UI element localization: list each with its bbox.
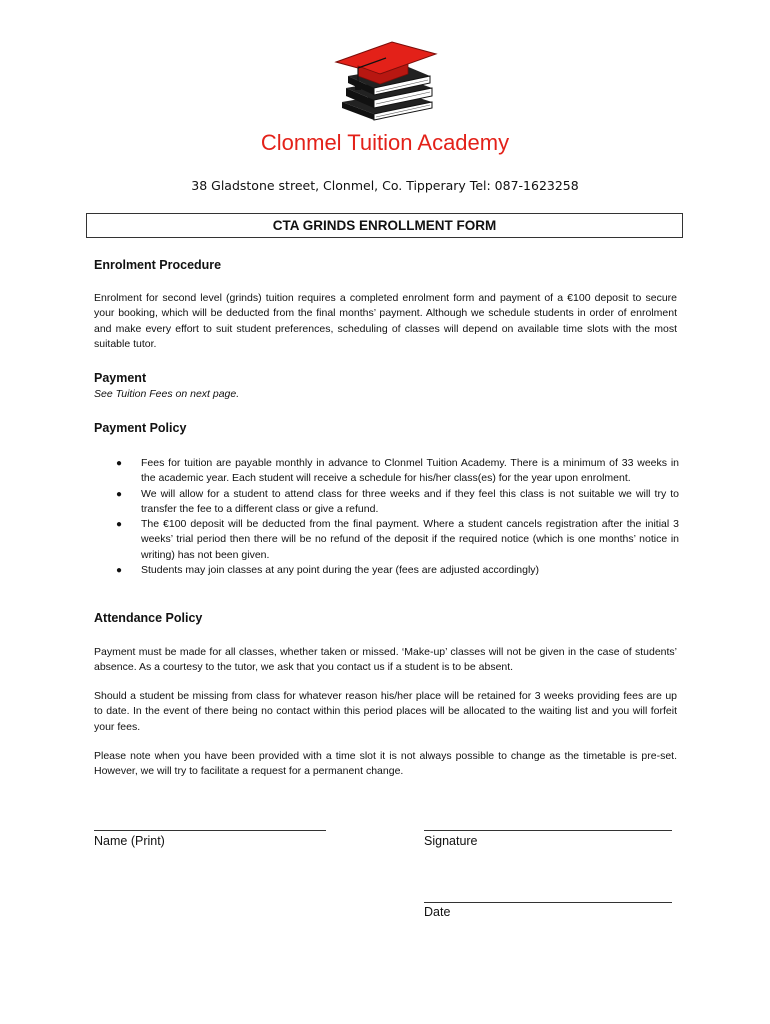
signature-label: Signature <box>424 834 478 848</box>
attendance-paragraph-1: Payment must be made for all classes, whether taken or missed. ‘Make-up’ classes will not be given in the case of students’ absence. As a courtesy to the tutor, we ask that you contact us if a student is to be absent. <box>94 646 677 674</box>
attendance-paragraph-2: Should a student be missing from class for whatever reason his/her place will be retained for 3 weeks providing fees are up to date. In the event of there being no contact within this period places will be allocated to the waiting list and you will forfeit your fees. <box>94 690 677 733</box>
signature-line[interactable] <box>424 830 672 831</box>
academy-name: Clonmel Tuition Academy <box>260 130 510 155</box>
list-item: ● Fees for tuition are payable monthly in advance to Clonmel Tuition Academy. There is a minimum of 33 weeks in the academic year. Each student will receive a schedule for his/her class(es) for the year upon enrolment. <box>116 457 679 485</box>
payment-policy-heading: Payment Policy <box>94 421 187 435</box>
enrolment-procedure-text: Enrolment for second level (grinds) tuition requires a completed enrolment form and payment of a €100 deposit to secure your booking, which will be deducted from the final months’ payment. Although we schedule students in order of enrolment and make every effort to suit student preferences, scheduling of classes will depend on available time slots with the most suitable tutor. <box>94 292 677 350</box>
payment-policy-list <box>114 456 679 578</box>
payment-heading: Payment <box>94 371 147 385</box>
attendance-policy-heading: Attendance Policy <box>94 611 203 625</box>
list-item: ● The €100 deposit will be deducted from the final payment. Where a student cancels registration after the initial 3 weeks’ trial period then there will be no refund of the deposit if the required notice (which is one months’ notice in writing) has not been given. <box>116 518 679 561</box>
form-title: CTA GRINDS ENROLLMENT FORM <box>86 213 683 238</box>
name-label: Name (Print) <box>94 834 165 848</box>
academy-address: 38 Gladstone street, Clonmel, Co. Tipperary Tel: 087-1623258 <box>191 178 579 193</box>
name-line[interactable] <box>94 830 326 831</box>
academy-logo <box>328 40 440 122</box>
date-line[interactable] <box>424 902 672 903</box>
enrolment-procedure-heading: Enrolment Procedure <box>94 258 222 272</box>
list-item: ● We will allow for a student to attend class for three weeks and if they feel this class is not suitable we will try to transfer the fee to a different class or give a refund. <box>116 487 679 515</box>
date-label: Date <box>424 905 451 919</box>
attendance-paragraph-3: Please note when you have been provided with a time slot it is not always possible to change as the timetable is pre-set. However, we will try to facilitate a request for a permanent change. <box>94 750 677 778</box>
payment-note: See Tuition Fees on next page. <box>94 388 240 400</box>
list-item: ● Students may join classes at any point during the year (fees are adjusted accordingly) <box>116 564 540 577</box>
